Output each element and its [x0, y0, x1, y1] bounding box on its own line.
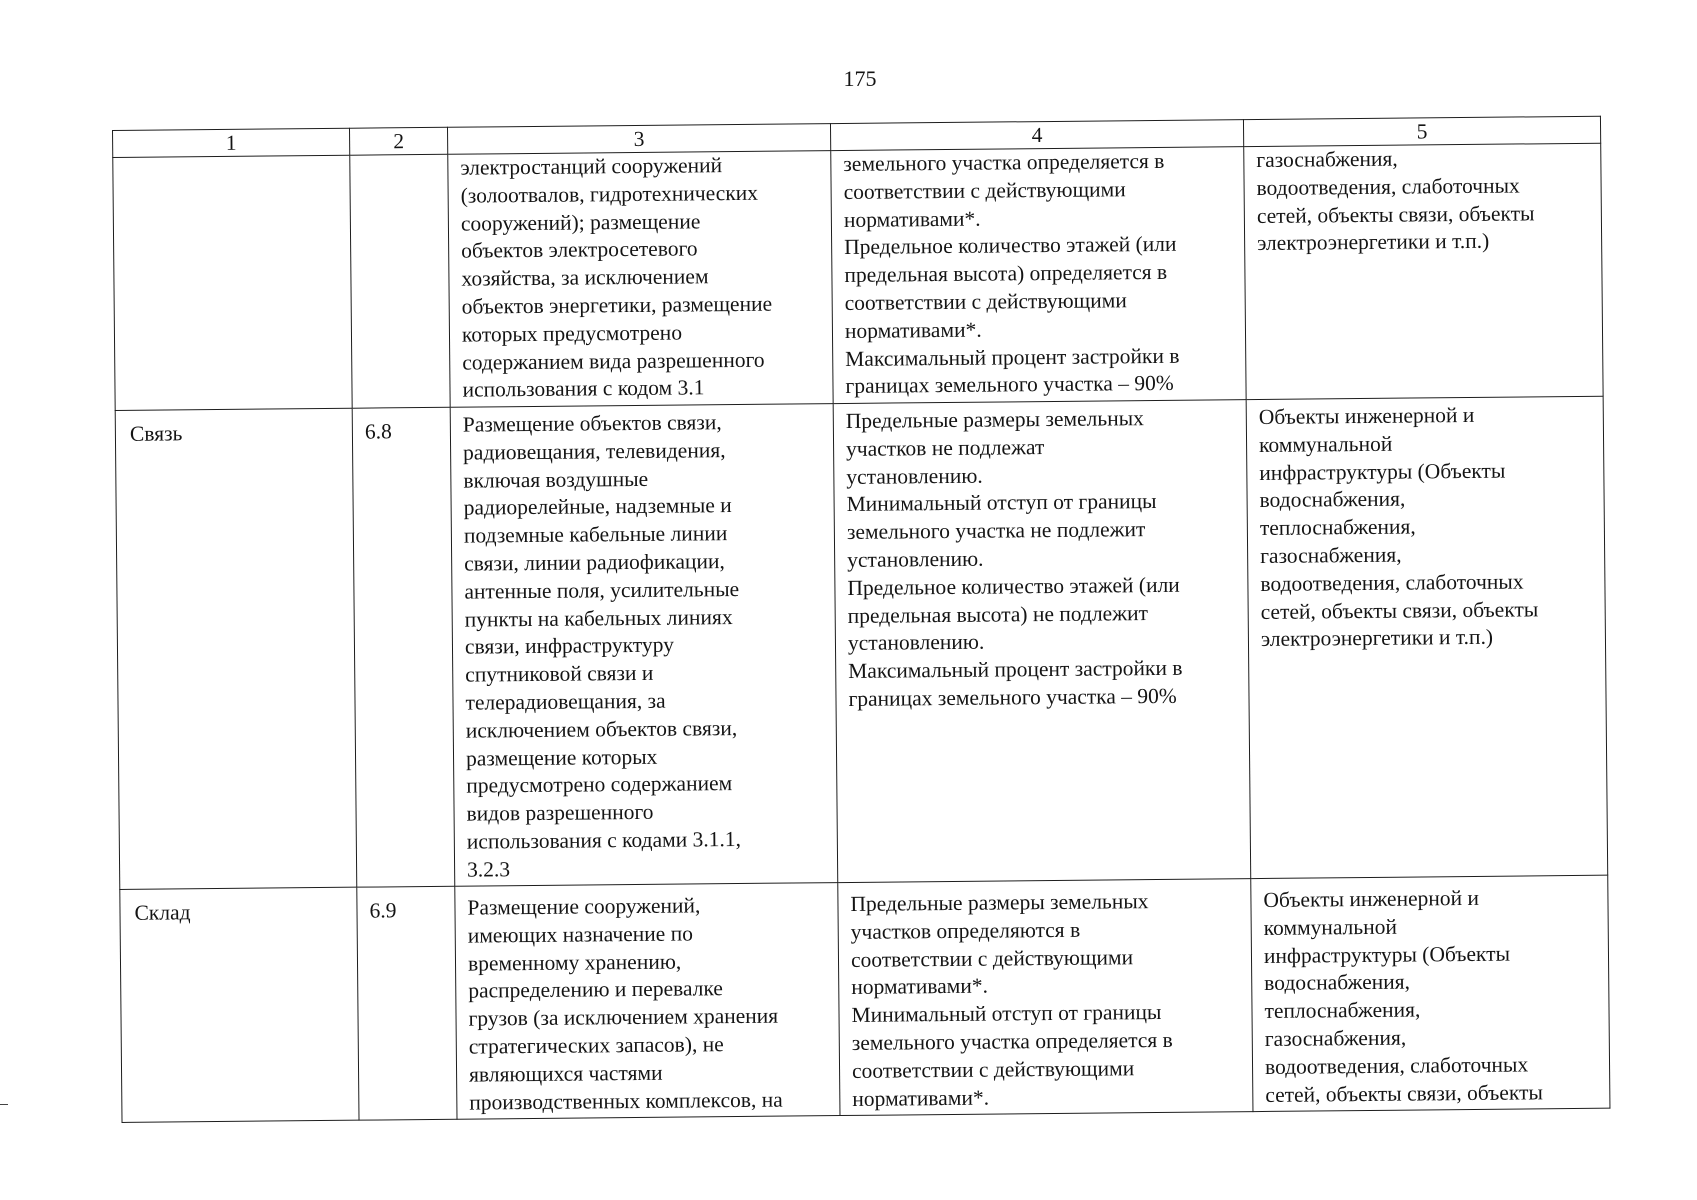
column-header-1: 1	[113, 128, 350, 157]
limit-parameters: Предельные размеры земельных участков определяются в соответствии с действующими нормативами*. Минимальный отступ от границы земельного участка определяется в соответствии с действующими нормативами*.	[838, 879, 1253, 1116]
use-type-code	[350, 154, 450, 408]
table-body	[113, 143, 1610, 1122]
auxiliary-uses: газоснабжения, водоотведения, слаботочных сетей, объекты связи, объекты электроэнергетики и т.п.)	[1244, 143, 1603, 399]
table-row	[115, 396, 1608, 889]
use-type-name	[113, 155, 352, 410]
column-header-2: 2	[349, 127, 447, 155]
auxiliary-uses: Объекты инженерной и коммунальной инфраструктуры (Объекты водоснабжения, теплоснабжения, газоснабжения, водоотведения, слаботочных сетей, объекты связи, объекты	[1251, 875, 1610, 1111]
land-use-table	[112, 116, 1610, 1123]
limit-parameters: земельного участка определяется в соответствии с действующими нормативами*. Предельное количество этажей (или предельная высота) определяется в соответствии с действующими нормативами*. Максимальный процент застройки в границах земельного участка – 90%	[831, 147, 1246, 404]
use-type-description: Размещение сооружений, имеющих назначение по временному хранению, распределению и перевалке грузов (за исключением хранения стратегических запасов), не являющихся частями производственных комплексов, на	[455, 883, 840, 1120]
column-header-5: 5	[1243, 116, 1600, 146]
table-row	[113, 143, 1603, 410]
limit-parameters: Предельные размеры земельных участков не подлежат установлению. Минимальный отступ от границы земельного участка не подлежит установлению. Предельное количество этажей (или предельная высота) не подлежит установлению. Максимальный процент застройки в границах земельного участка – 90%	[833, 400, 1251, 883]
use-type-code: 6.9	[357, 886, 457, 1120]
use-type-code: 6.8	[352, 407, 455, 887]
column-header-4: 4	[830, 120, 1243, 151]
use-type-description: электростанций сооружений (золоотвалов, гидротехнических сооружений); размещение объектов электросетевого хозяйства, за исключением объектов энергетики, размещение которых предусмотрено содержанием вида разрешенного использования с кодом 3.1	[448, 151, 833, 408]
use-type-description: Размещение объектов связи, радиовещания, телевидения, включая воздушные радиорелейные, надземные и подземные кабельные линии связи, линии радиофикации, антенные поля, усилительные пункты на кабельных линиях связи, инфраструктуру спутниковой связи и телерадиовещания, за исключением объектов связи, размещение которых предусмотрено содержанием видов разрешенного использования с кодами 3.1.1, 3.2.3	[450, 404, 838, 887]
column-header-3: 3	[447, 124, 830, 155]
use-type-name: Склад	[120, 887, 359, 1122]
table-row	[120, 875, 1610, 1122]
use-type-name: Связь	[115, 408, 357, 889]
margin-mark	[0, 1104, 8, 1105]
page-number: 175	[843, 66, 877, 91]
auxiliary-uses: Объекты инженерной и коммунальной инфраструктуры (Объекты водоснабжения, теплоснабжения, газоснабжения, водоотведения, слаботочных сетей, объекты связи, объекты электроэнергетики и т.п.)	[1246, 396, 1608, 878]
